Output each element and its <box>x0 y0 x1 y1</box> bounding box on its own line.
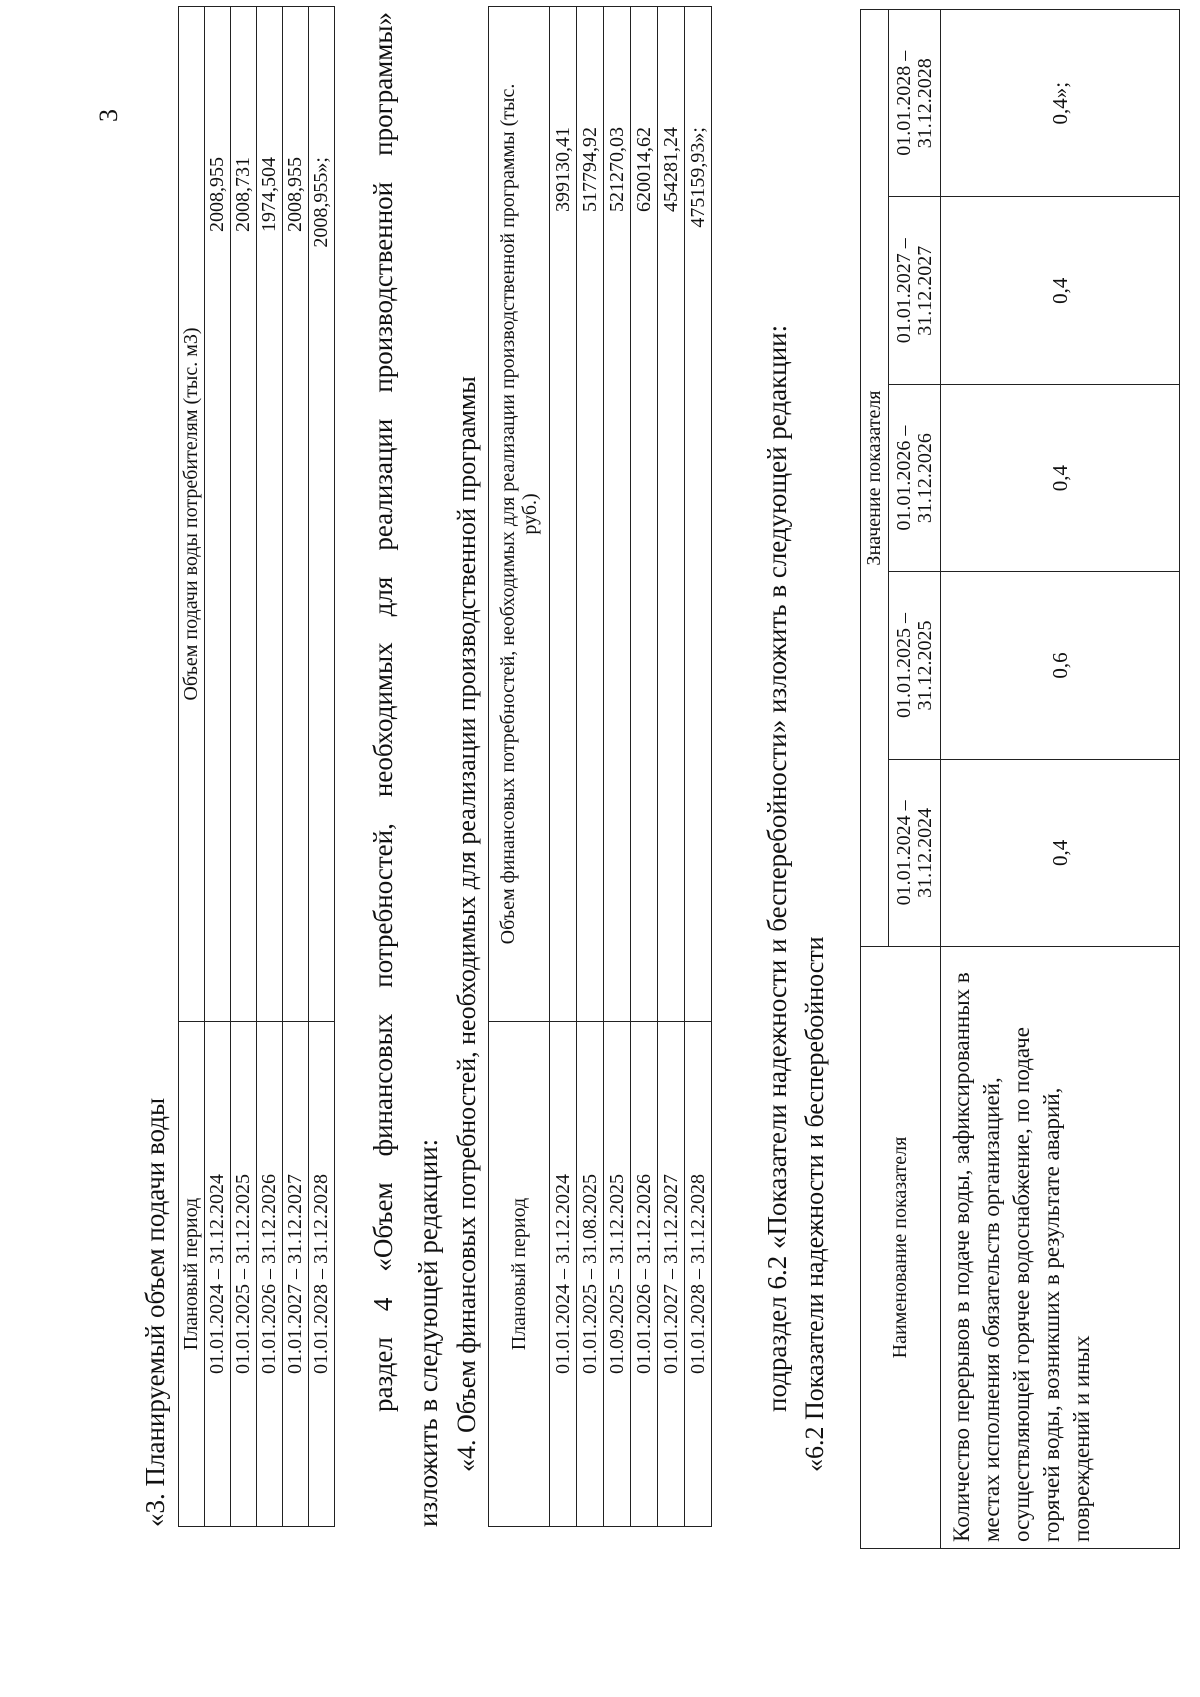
indicator-name-cell: Количество перерывов в подаче воды, зафиксированных в местах исполнения обязательств организацией, осуществляющей горячее водоснабжение, по подаче горячей воды, возникших в результате аварий, повреждений и иных <box>941 947 1180 1549</box>
value-cell: 2008,955»; <box>309 7 335 1022</box>
period-cell: 01.01.2028 – 31.12.2028 <box>309 1022 335 1527</box>
period-cell: 01.01.2025 – 31.12.2025 <box>231 1022 257 1527</box>
table-row <box>283 7 309 1527</box>
table-header-row <box>489 7 550 1527</box>
period-cell: 01.01.2026 – 31.12.2026 <box>257 1022 283 1527</box>
value-cell: 0,6 <box>941 572 1180 759</box>
table-row <box>604 7 631 1527</box>
table-row <box>631 7 658 1527</box>
table-row <box>309 7 335 1527</box>
column-header-period: 01.01.2027 – 31.12.2027 <box>889 197 941 384</box>
period-cell: 01.01.2026 – 31.12.2026 <box>631 1022 658 1527</box>
table-row <box>658 7 685 1527</box>
column-header-period: 01.01.2024 – 31.12.2024 <box>889 759 941 946</box>
value-cell: 0,4 <box>941 384 1180 571</box>
value-cell: 521270,03 <box>604 7 631 1022</box>
period-cell: 01.01.2028 – 31.12.2028 <box>685 1022 712 1527</box>
column-header-period: 01.01.2026 – 31.12.2026 <box>889 384 941 571</box>
value-cell: 620014,62 <box>631 7 658 1022</box>
period-cell: 01.01.2024 – 31.12.2024 <box>205 1022 231 1527</box>
table-row <box>550 7 577 1527</box>
value-cell: 475159,93»; <box>685 7 712 1022</box>
value-cell: 1974,504 <box>257 7 283 1022</box>
period-cell: 01.01.2027 – 31.12.2027 <box>283 1022 309 1527</box>
value-cell: 454281,24 <box>658 7 685 1022</box>
paragraph-section4-line2: изложить в следующей редакции: <box>413 1138 443 1527</box>
period-cell: 01.01.2025 – 31.08.2025 <box>577 1022 604 1527</box>
section3-title: «3. Планируемый объем подачи воды <box>140 1097 170 1527</box>
period-cell: 01.01.2027 – 31.12.2027 <box>658 1022 685 1527</box>
value-cell: 2008,955 <box>283 7 309 1022</box>
column-header-period: 01.01.2028 – 31.12.2028 <box>889 10 941 197</box>
table-row <box>231 7 257 1527</box>
column-header-period: 01.01.2025 – 31.12.2025 <box>889 572 941 759</box>
value-cell: 2008,731 <box>231 7 257 1022</box>
table-row <box>577 7 604 1527</box>
table-row <box>205 7 231 1527</box>
page-number: 3 <box>94 109 123 122</box>
value-cell: 0,4»; <box>941 10 1180 197</box>
financial-needs-table <box>488 6 712 1527</box>
reliability-table <box>860 9 1180 1549</box>
value-cell: 0,4 <box>941 197 1180 384</box>
column-header-indicator-name: Наименование показателя <box>861 947 941 1549</box>
column-header-indicator-value: Значение показателя <box>861 10 889 947</box>
section4-title: «4. Объем финансовых потребностей, необходимых для реализации производственной программы <box>452 376 481 1472</box>
value-cell: 399130,41 <box>550 7 577 1022</box>
column-header-period: Плановый период <box>179 1022 205 1527</box>
table-row <box>257 7 283 1527</box>
table-header-row <box>861 10 889 1549</box>
table-row <box>685 7 712 1527</box>
water-supply-table <box>178 6 335 1527</box>
paragraph-section4-line1: раздел 4 «Объем финансовых потребностей, необходимых для реализации производственной программы» <box>368 12 398 1412</box>
table-header-row <box>179 7 205 1527</box>
period-cell: 01.01.2024 – 31.12.2024 <box>550 1022 577 1527</box>
value-cell: 517794,92 <box>577 7 604 1022</box>
period-cell: 01.09.2025 – 31.12.2025 <box>604 1022 631 1527</box>
value-cell: 2008,955 <box>205 7 231 1022</box>
table-row <box>941 10 1180 1549</box>
column-header-volume: Объем подачи воды потребителям (тыс. м3) <box>179 7 205 1022</box>
column-header-period: Плановый период <box>489 1022 550 1527</box>
paragraph-section6-line1: подраздел 6.2 «Показатели надежности и бесперебойности» изложить в следующей редакции: <box>762 324 792 1412</box>
section6-title: «6.2 Показатели надежности и бесперебойности <box>800 936 829 1472</box>
column-header-financial-volume: Объем финансовых потребностей, необходимых для реализации производственной программы (тыс. руб.) <box>489 7 550 1022</box>
value-cell: 0,4 <box>941 759 1180 946</box>
